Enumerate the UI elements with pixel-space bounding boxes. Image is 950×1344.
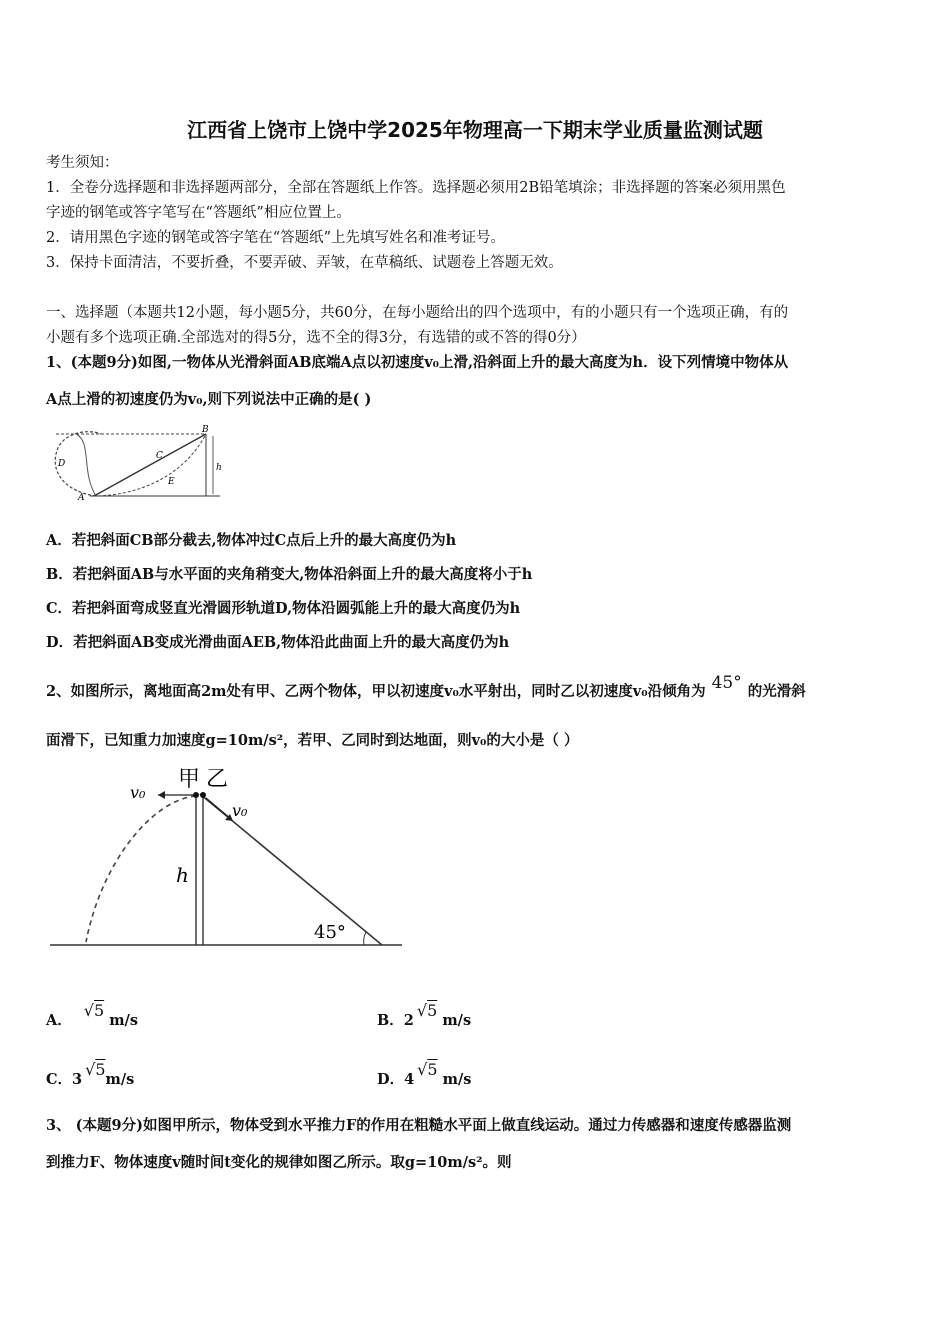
label-v0-left: v₀ [130, 783, 146, 802]
q1-option-c: C．若把斜面弯成竖直光滑圆形轨道D,物体沿圆弧能上升的最大高度仍为h [46, 600, 521, 617]
q2-option-d: D．4√5 m/s [377, 1060, 472, 1088]
label-B: B [202, 425, 209, 435]
label-D: D [58, 459, 66, 469]
question-3-stem: 3、 (本题9分)如图甲所示，物体受到水平推力F的作用在粗糙水平面上做直线运动。通过力传感器和速度传感器监测 [46, 1117, 792, 1134]
q2-stem-part-b: 的光滑斜 [747, 683, 806, 700]
notice-heading: 考生须知： [46, 155, 119, 171]
question-2-figure [46, 764, 406, 954]
section-header-cont: 小题有多个选项正确.全部选对的得5分，选不全的得3分，有选错的或不答的得0分） [46, 330, 586, 346]
notice-item-2: 2．请用黑色字迹的钢笔或答字笔在“答题纸”上先填写姓名和准考证号。 [46, 230, 506, 246]
label-A: A [78, 493, 85, 503]
label-jia: 甲 [178, 767, 201, 792]
question-1-stem: 1、(本题9分)如图,一物体从光滑斜面AB底端A点以初速度v₀上滑,沿斜面上升的最大高度为h．设下列情境中物体从 [46, 354, 789, 371]
section-header: 一、选择题（本题共12小题，每小题5分，共60分，在每小题给出的四个选项中，有的小题只有一个选项正确，有的 [46, 305, 789, 321]
q2-option-c: C．3√5m/s [46, 1060, 135, 1088]
question-3-stem-cont: 到推力F、物体速度v随时间t变化的规律如图乙所示。取g=10m/s²。则 [46, 1154, 512, 1171]
question-2-stem-cont: 面滑下，已知重力加速度g=10m/s²，若甲、乙同时到达地面，则v₀的大小是（ ） [46, 732, 579, 749]
notice-item-1-cont: 字迹的钢笔或答字笔写在“答题纸”相应位置上。 [46, 205, 351, 221]
notice-item-1: 1．全卷分选择题和非选择题两部分，全部在答题纸上作答。选择题必须用2B铅笔填涂；非选择题的答案必须用黑色 [46, 180, 786, 196]
q2-angle: 45° [711, 673, 742, 693]
q1-option-a: A．若把斜面CB部分截去,物体冲过C点后上升的最大高度仍为h [46, 532, 457, 549]
question-1-stem-cont: A点上滑的初速度仍为v₀,则下列说法中正确的是( ) [46, 391, 372, 408]
label-h: h [216, 463, 222, 473]
question-1-figure [46, 422, 230, 508]
sqrt-symbol: √5 [85, 1060, 106, 1079]
q2-option-b: B．2√5 m/s [377, 1001, 472, 1029]
q2-stem-part-a: 2、如图所示，离地面高2m处有甲、乙两个物体，甲以初速度v₀水平射出，同时乙以初速度v₀沿倾角为 [46, 683, 706, 700]
page-title: 江西省上饶市上饶中学2025年物理高一下期末学业质量监测试题 [187, 118, 763, 142]
sqrt-symbol: √5 [417, 1060, 438, 1079]
label-h: h [176, 863, 189, 887]
question-2-stem [46, 673, 806, 702]
label-C: C [156, 451, 163, 461]
sqrt-symbol: √5 [83, 1001, 105, 1020]
label-angle: 45° [314, 922, 346, 943]
sqrt-symbol: √5 [416, 1001, 438, 1020]
label-v0-right: v₀ [232, 801, 248, 820]
notice-item-3: 3．保持卡面清洁，不要折叠，不要弄破、弄皱，在草稿纸、试题卷上答题无效。 [46, 255, 563, 271]
q2-option-a: A．√5 m/s [46, 1001, 139, 1029]
q1-option-b: B．若把斜面AB与水平面的夹角稍变大,物体沿斜面上升的最大高度将小于h [46, 566, 533, 583]
q1-option-d: D．若把斜面AB变成光滑曲面AEB,物体沿此曲面上升的最大高度仍为h [46, 634, 510, 651]
label-E: E [168, 477, 175, 487]
label-yi: 乙 [206, 767, 229, 792]
